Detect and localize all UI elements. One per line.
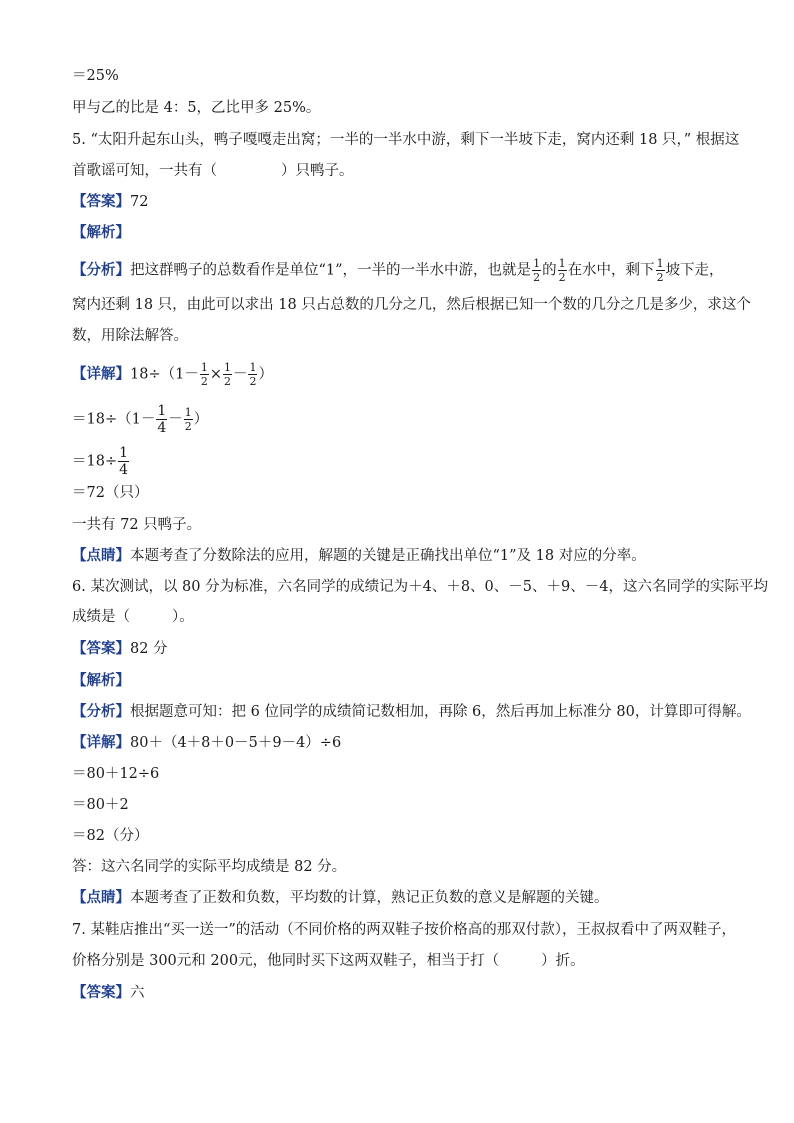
q4-conclusion-line — [72, 98, 320, 118]
q6-stem-text: 成绩是（ — [72, 609, 130, 625]
fraction-one-half — [200, 362, 209, 387]
fraction-numerator: 1 — [119, 445, 129, 461]
q7-stem-line-1 — [72, 920, 736, 940]
q6-detail-line-1 — [72, 733, 341, 753]
q5-answer-line — [72, 192, 148, 212]
q6-detail-text: ＝80＋12÷6 — [72, 766, 160, 782]
q5-dianjing-line — [72, 546, 646, 566]
q5-detail-line-1 — [72, 362, 273, 387]
q6-stem-text: ）。 — [172, 609, 194, 625]
q5-detail-text: － — [168, 411, 183, 428]
q5-detail-line-2 — [72, 404, 208, 435]
fraction-one-half — [184, 407, 193, 432]
q6-detail-text: ＝80＋2 — [72, 797, 129, 813]
fraction-numerator: 1 — [249, 361, 257, 374]
fraction-denominator: 2 — [558, 271, 566, 284]
fraction-numerator: 1 — [157, 403, 167, 419]
q5-fenxi-text: 在水中，剩下 — [567, 262, 655, 279]
q6-detail-line-3 — [72, 795, 129, 815]
q6-dianjing-line — [72, 888, 609, 908]
q5-detail-text: × — [209, 366, 222, 383]
q7-stem-text: 7. 某鞋店推出“买一送一”的活动（不同价格的两双鞋子按价格高的那双付款），王叔叔看中了两双鞋子， — [72, 922, 737, 938]
q6-answer: 82 分 — [130, 641, 168, 657]
fraction-denominator: 2 — [184, 420, 192, 433]
fraction-denominator: 2 — [533, 271, 541, 284]
q6-detail-line-2 — [72, 764, 159, 784]
q4-calc-text: ＝25% — [72, 68, 119, 84]
q7-answer-line — [72, 983, 145, 1003]
q5-stem-text: ）只鸭子。 — [281, 163, 354, 179]
fraction-numerator: 1 — [656, 257, 664, 270]
fraction-one-quarter — [118, 446, 129, 477]
detail-tag: 【详解】 — [72, 734, 130, 751]
fenxi-tag: 【分析】 — [72, 261, 130, 279]
fraction-numerator: 1 — [558, 257, 566, 270]
q6-detail-text: ＝82（分） — [72, 828, 149, 844]
q7-answer: 六 — [130, 985, 145, 1001]
q5-fenxi-text: 数，用除法解答。 — [72, 328, 188, 344]
q5-stem-text: 首歌谣可知，一共有（ — [72, 163, 217, 179]
q5-detail-text: ） — [258, 366, 273, 383]
fraction-one-half — [223, 362, 232, 387]
q5-detail-line-4 — [72, 483, 148, 503]
q5-fenxi-line-1 — [72, 258, 724, 283]
fraction-one-half — [558, 258, 567, 283]
q5-detail-text: － — [232, 366, 248, 383]
q6-dianjing-text: 本题考查了正数和负数，平均数的计算，熟记正负数的意义是解题的关键。 — [130, 890, 609, 906]
fraction-numerator: 1 — [223, 361, 231, 374]
fraction-denominator: 2 — [249, 375, 257, 388]
fraction-numerator: 1 — [200, 361, 208, 374]
dianjing-tag: 【点睛】 — [72, 547, 130, 564]
answer-tag: 【答案】 — [72, 984, 130, 1001]
analysis-tag: 【解析】 — [72, 224, 130, 241]
q5-fenxi-text: 窝内还剩 18 只，由此可以求出 18 只占总数的几分之几，然后根据已知一个数的几分之几是多少，求这个 — [72, 297, 751, 313]
q6-stem-text: 6. 某次测试，以 80 分为标准，六名同学的成绩记为＋4、＋8、0、－5、＋9、－4，这六名同学的实际平均 — [72, 579, 768, 595]
q6-analysis-line — [72, 671, 130, 691]
q5-stem-line-1 — [72, 130, 739, 150]
answer-tag: 【答案】 — [72, 193, 130, 210]
q6-conclusion-text: 答：这六名同学的实际平均成绩是 82 分。 — [72, 859, 347, 875]
fraction-numerator: 1 — [184, 406, 192, 419]
q5-conclusion-line — [72, 515, 201, 535]
q5-fenxi-line-2 — [72, 295, 751, 315]
q6-fenxi-line — [72, 702, 751, 722]
fenxi-tag: 【分析】 — [72, 703, 130, 720]
q5-answer: 72 — [130, 194, 149, 210]
fraction-denominator: 4 — [157, 420, 167, 436]
fraction-one-half — [248, 362, 257, 387]
q5-detail-text: ＝18÷ — [72, 453, 118, 470]
q5-dianjing-text: 本题考查了分数除法的应用，解题的关键是正确找出单位“1”及 18 对应的分率。 — [130, 548, 646, 564]
q6-stem-line-1 — [72, 577, 768, 597]
fraction-denominator: 4 — [119, 462, 129, 478]
analysis-tag: 【解析】 — [72, 672, 130, 689]
q6-stem-line-2 — [72, 607, 194, 627]
fraction-denominator: 2 — [656, 271, 664, 284]
q7-stem-line-2 — [72, 951, 585, 971]
fraction-one-half — [656, 258, 665, 283]
q5-fenxi-text: 的 — [542, 262, 557, 279]
q5-detail-text: ＝72（只） — [72, 485, 149, 501]
q5-stem-text: 5. “太阳升起东山头，鸭子嘎嘎走出窝；一半的一半水中游，剩下一半坡下走，窝内还剩 18 只，” 根据这 — [72, 132, 740, 148]
answer-tag: 【答案】 — [72, 640, 130, 657]
q7-stem-text: 价格分别是 300元和 200元，他同时买下这两双鞋子，相当于打（ — [72, 953, 500, 969]
q5-detail-text: 18÷（1－ — [130, 366, 199, 383]
q6-answer-line — [72, 639, 168, 659]
q6-conclusion-line — [72, 857, 346, 877]
q5-stem-line-2 — [72, 161, 354, 181]
q5-detail-line-3 — [72, 446, 130, 477]
fraction-numerator: 1 — [533, 257, 541, 270]
q5-detail-text: ） — [193, 411, 209, 428]
q6-fenxi-text: 根据题意可知：把 6 位同学的成绩简记数相加，再除 6，然后再加上标准分 80，计算即可得解。 — [130, 704, 751, 720]
dianjing-tag: 【点睛】 — [72, 889, 130, 906]
q5-fenxi-line-3 — [72, 326, 188, 346]
q6-detail-text: 80＋（4＋8＋0－5＋9－4）÷6 — [130, 735, 342, 751]
q5-analysis-line — [72, 223, 130, 243]
fraction-denominator: 2 — [200, 375, 208, 388]
q5-detail-text: ＝18÷（1－ — [72, 411, 156, 428]
q4-conclusion-text: 甲与乙的比是 4：5，乙比甲多 25%。 — [72, 100, 321, 116]
fraction-denominator: 2 — [223, 375, 231, 388]
q5-fenxi-text: 坡下走， — [665, 262, 724, 279]
q5-fenxi-text: 把这群鸭子的总数看作是单位“1”，一半的一半水中游，也就是 — [130, 262, 532, 279]
detail-tag: 【详解】 — [72, 365, 130, 383]
q6-detail-line-4 — [72, 826, 148, 846]
q7-stem-text: ）折。 — [541, 953, 585, 969]
q5-conclusion-text: 一共有 72 只鸭子。 — [72, 517, 202, 533]
q4-calc-line — [72, 66, 119, 86]
fraction-one-half — [532, 258, 541, 283]
fraction-one-quarter — [156, 404, 167, 435]
